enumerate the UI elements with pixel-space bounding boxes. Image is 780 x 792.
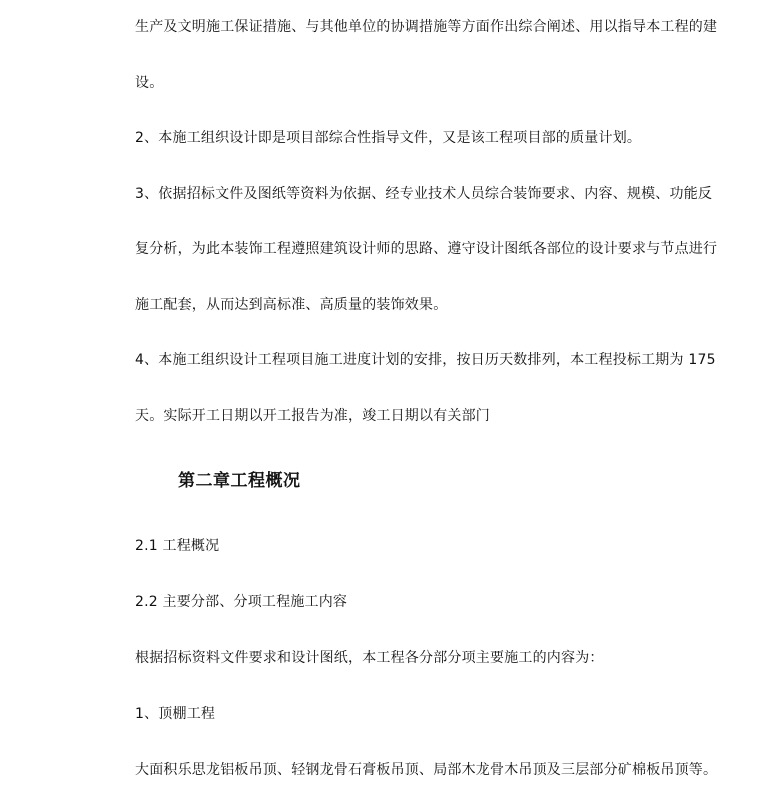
paragraph-line-6: 施工配套，从而达到高标准、高质量的装饰效果。: [135, 297, 448, 313]
subsection-paragraph-ceiling: 大面积乐思龙铝板吊顶、轻钢龙骨石膏板吊顶、局部木龙骨木吊顶及三层部分矿棉板吊顶等。: [135, 762, 718, 778]
paragraph-line-4: 3、依据招标文件及图纸等资料为依据、经专业技术人员综合装饰要求、内容、规模、功能反: [135, 186, 713, 202]
paragraph-line-2: 设。: [135, 75, 164, 91]
section-title-2-2: 2.2 主要分部、分项工程施工内容: [135, 594, 348, 610]
section-paragraph: 根据招标资料文件要求和设计图纸，本工程各分部分项主要施工的内容为：: [135, 650, 604, 666]
paragraph-line-3: 2、本施工组织设计即是项目部综合性指导文件，又是该工程项目部的质量计划。: [135, 130, 642, 146]
paragraph-line-1: 生产及文明施工保证措施、与其他单位的协调措施等方面作出综合阐述、用以指导本工程的建: [135, 19, 718, 35]
paragraph-line-5: 复分析，为此本装饰工程遵照建筑设计师的思路、遵守设计图纸各部位的设计要求与节点进行: [135, 241, 718, 257]
subsection-title-ceiling: 1、顶棚工程: [135, 706, 216, 722]
section-title-2-1: 2.1 工程概况: [135, 538, 220, 554]
paragraph-line-7: 4、本施工组织设计工程项目施工进度计划的安排，按日历天数排列，本工程投标工期为 175: [135, 352, 716, 368]
paragraph-line-8: 天。实际开工日期以开工报告为准，竣工日期以有关部门: [135, 408, 490, 424]
chapter-heading: 第二章工程概况: [178, 471, 301, 491]
